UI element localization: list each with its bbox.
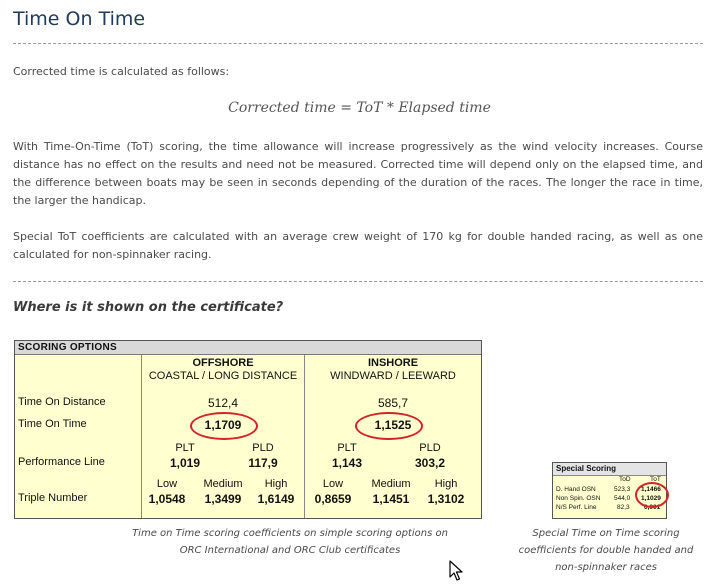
certificate-header: SCORING OPTIONS (15, 341, 481, 355)
offshore-title: OFFSHORE (192, 357, 254, 369)
highlight-oval (190, 412, 258, 440)
formula: Corrected time = ToT * Elapsed time (228, 100, 491, 116)
special-row-label: D. Hand OSN (556, 486, 596, 493)
paragraph-tot: With Time-On-Time (ToT) scoring, the time allowance will increase progressively as the wind velocity increases. Course distance has no effect on the results and need not be measured. Corrected time will depend only on the elapsed time, and the difference between boats may be seen in seconds depending of the duration of the races. The longer the race in time, the larger the handicap. (13, 140, 703, 207)
caption-line: coefficients for double handed and (518, 545, 694, 556)
offshore-medium-value: 1,3499 (204, 492, 242, 506)
special-row-tod: 82,3 (617, 504, 630, 511)
col-tod-label: ToD (619, 476, 631, 483)
offshore-high-value: 1,6149 (257, 492, 295, 506)
high-label: High (434, 478, 458, 490)
special-row-tot: 1,1029 (641, 495, 661, 502)
inshore-plt-value: 1,143 (331, 456, 363, 470)
paragraph-special: Special ToT coefficients are calculated with an average crew weight of 170 kg for double handed racing, as well as one calculated for non-spinnaker racing. (13, 230, 703, 261)
special-row-label: Non Spin. OSN (556, 495, 601, 502)
intro-text: Corrected time is calculated as follows: (13, 65, 230, 78)
medium-label: Medium (371, 478, 411, 490)
main-caption (14, 525, 566, 559)
caption-line: Special Time on Time scoring (532, 528, 680, 539)
inshore-subtitle: WINDWARD / LEEWARD (330, 370, 456, 382)
page-title: Time On Time (13, 8, 146, 30)
divider (13, 281, 703, 282)
inshore-pld-value: 303,2 (414, 456, 446, 470)
special-row-tot: 0,901 (644, 504, 661, 511)
scoring-options-certificate (14, 340, 482, 519)
high-label: High (264, 478, 288, 490)
inshore-low-value: 0,8659 (314, 492, 352, 506)
special-row-tot: 1,1466 (641, 486, 661, 493)
caption-line: non-spinnaker races (555, 562, 657, 573)
medium-label: Medium (203, 478, 243, 490)
low-label: Low (322, 478, 344, 490)
caption-line: ORC International and ORC Club certificates (179, 545, 401, 556)
inshore-tot-value: 1,1525 (374, 418, 412, 432)
arrow-cursor-icon (449, 560, 463, 582)
offshore-subtitle: COASTAL / LONG DISTANCE (148, 370, 298, 382)
row-label-triple: Triple Number (18, 492, 88, 504)
section-heading: Where is it shown on the certificate? (13, 300, 284, 315)
divider (13, 43, 703, 44)
inshore-title: INSHORE (367, 357, 419, 369)
col-tot-label: ToT (650, 476, 661, 483)
offshore-tot-value: 1,1709 (204, 418, 242, 432)
low-label: Low (156, 478, 178, 490)
special-scoring-box (552, 462, 667, 519)
offshore-pld-value: 117,9 (248, 456, 278, 470)
plt-label: PLT (337, 442, 357, 454)
highlight-oval (635, 482, 669, 508)
offshore-plt-value: 1,019 (169, 456, 201, 470)
special-row-tod: 544,0 (614, 495, 631, 502)
offshore-low-value: 1,0548 (148, 492, 186, 506)
inshore-medium-value: 1,1451 (372, 492, 410, 506)
pld-label: PLD (419, 442, 441, 454)
inshore-high-value: 1,3102 (427, 492, 465, 506)
inshore-tod-value: 585,7 (377, 396, 409, 410)
special-caption (500, 525, 712, 576)
highlight-oval (355, 412, 423, 440)
row-label-perf: Performance Line (18, 456, 105, 468)
row-label-tot: Time On Time (18, 418, 87, 430)
offshore-tod-value: 512,4 (207, 396, 239, 410)
special-row-label: N/S Perf. Line (556, 504, 597, 511)
pld-label: PLD (252, 442, 274, 454)
row-label-tod: Time On Distance (18, 396, 106, 408)
special-scoring-header: Special Scoring (553, 463, 666, 476)
plt-label: PLT (175, 442, 195, 454)
special-row-tod: 523,3 (614, 486, 631, 493)
caption-line: Time on Time scoring coefficients on simple scoring options on (132, 528, 448, 539)
